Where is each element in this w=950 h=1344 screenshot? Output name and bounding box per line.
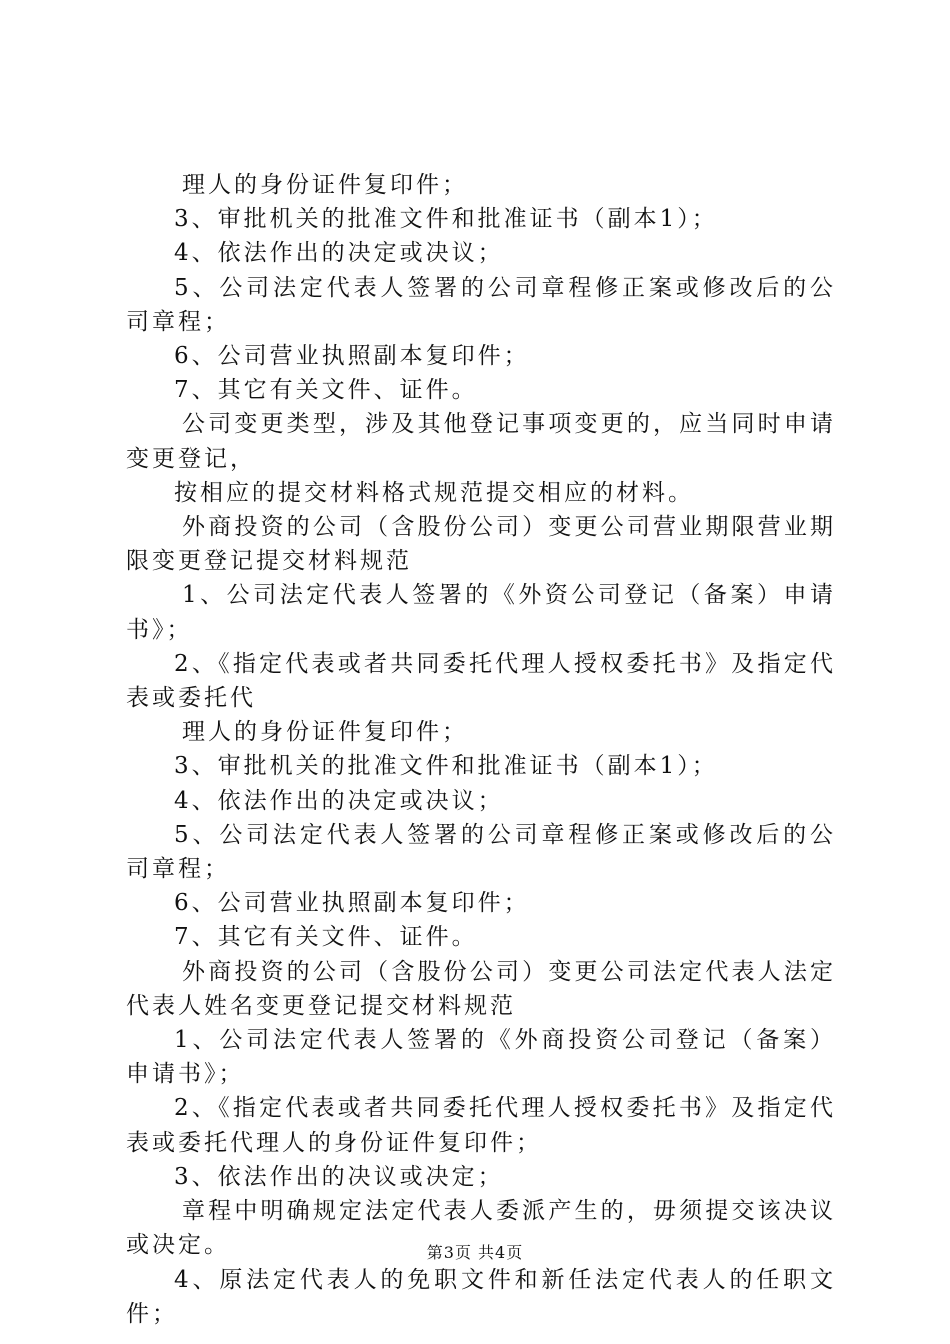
paragraph: 3、审批机关的批准文件和批准证书（副本1）； xyxy=(174,753,718,780)
paragraph: 4、原法定代表人的免职文件和新任法定代表人的任职文件； xyxy=(126,1266,836,1327)
paragraph: 3、依法作出的决议或决定； xyxy=(174,1163,504,1190)
paragraph: 7、其它有关文件、证件。 xyxy=(174,377,478,404)
paragraph: 2、《指定代表或者共同委托代理人授权委托书》及指定代表或委托代理人的身份证件复印件； xyxy=(126,1095,836,1156)
paragraph: 5、公司法定代表人签署的公司章程修正案或修改后的公司章程； xyxy=(126,274,836,335)
paragraph: 4、依法作出的决定或决议； xyxy=(174,787,504,814)
paragraph: 5、公司法定代表人签署的公司章程修正案或修改后的公司章程； xyxy=(126,821,836,883)
paragraph: 1、公司法定代表人签署的《外资公司登记（备案）申请书》； xyxy=(126,582,836,643)
section-heading: 外商投资的公司（含股份公司）变更公司营业期限营业期限变更登记提交材料规范 xyxy=(126,514,836,575)
paragraph: 按相应的提交材料格式规范提交相应的材料。 xyxy=(174,479,694,506)
page-number-footer: 第3页 共4页 xyxy=(426,1243,524,1262)
paragraph: 6、公司营业执照副本复印件； xyxy=(174,343,530,370)
paragraph: 理人的身份证件复印件； xyxy=(182,719,468,746)
paragraph: 理人的身份证件复印件； xyxy=(182,172,468,198)
paragraph: 7、其它有关文件、证件。 xyxy=(174,924,478,951)
paragraph: 1、公司法定代表人签署的《外商投资公司登记（备案）申请书》； xyxy=(126,1027,836,1088)
paragraph: 4、依法作出的决定或决议； xyxy=(174,240,504,267)
paragraph: 公司变更类型，涉及其他登记事项变更的，应当同时申请变更登记， xyxy=(126,411,836,472)
section-heading: 外商投资的公司（含股份公司）变更公司法定代表人法定代表人姓名变更登记提交材料规范 xyxy=(126,958,836,1019)
paragraph: 3、审批机关的批准文件和批准证书（副本1）； xyxy=(174,206,718,233)
paragraph: 章程中明确规定法定代表人委派产生的，毋须提交该决议或决定。 xyxy=(126,1198,836,1259)
document-body xyxy=(126,168,836,1331)
paragraph: 6、公司营业执照副本复印件； xyxy=(174,890,530,917)
paragraph: 2、《指定代表或者共同委托代理人授权委托书》及指定代表或委托代 xyxy=(126,650,836,712)
